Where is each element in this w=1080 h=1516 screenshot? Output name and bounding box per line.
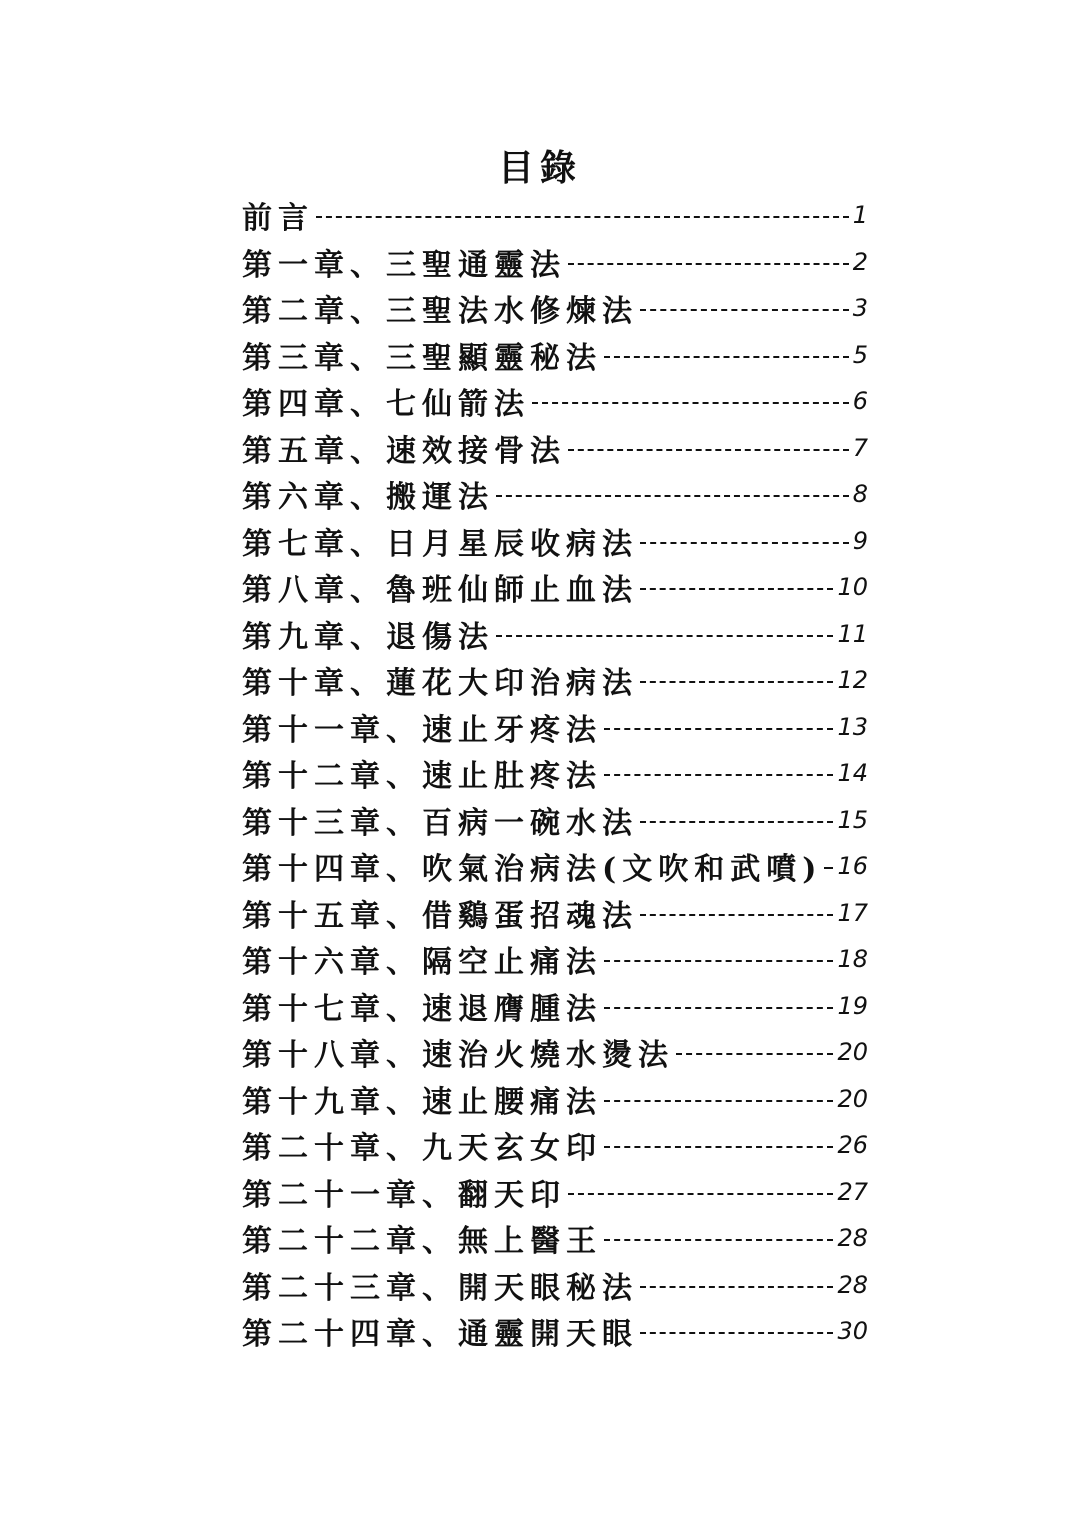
toc-entry	[242, 983, 868, 1030]
toc-entry	[242, 611, 868, 658]
toc-entry-label: 前言	[242, 201, 314, 237]
toc-entry-label: 第三章、三聖顯靈秘法	[242, 340, 602, 376]
toc-page-number: 11	[837, 619, 868, 648]
toc-entry-label: 第二十三章、開天眼秘法	[242, 1270, 638, 1306]
toc-dash-leader	[496, 495, 849, 497]
toc-page-number: 6	[852, 387, 868, 416]
toc-page-number: 28	[837, 1270, 868, 1299]
toc-page-number: 15	[837, 805, 868, 834]
toc-dash-leader	[604, 960, 833, 962]
toc-page-number: 19	[837, 991, 868, 1020]
toc-entry	[242, 1122, 868, 1169]
toc-dash-leader	[604, 1146, 833, 1148]
toc-entry-label: 第十四章、吹氣治病法(文吹和武噴)	[242, 852, 823, 888]
toc-entry	[242, 239, 868, 286]
toc-entry	[242, 890, 868, 937]
toc-page-number: 2	[852, 247, 868, 276]
toc-entry-label: 第六章、搬運法	[242, 480, 494, 516]
toc-entry-label: 第八章、魯班仙師止血法	[242, 573, 638, 609]
toc-dash-leader	[568, 449, 849, 451]
toc-dash-leader	[640, 588, 833, 590]
toc-entry	[242, 797, 868, 844]
toc-entry	[242, 1215, 868, 1262]
toc-entry-label: 第五章、速效接骨法	[242, 433, 566, 469]
toc-entry-label: 第二十章、九天玄女印	[242, 1131, 602, 1167]
toc-entry	[242, 1029, 868, 1076]
toc-dash-leader	[640, 914, 833, 916]
toc-entry	[242, 657, 868, 704]
toc-dash-leader	[568, 263, 849, 265]
toc-entry	[242, 1169, 868, 1216]
toc-dash-leader	[604, 356, 849, 358]
toc-dash-leader	[676, 1053, 833, 1055]
toc-entry	[242, 704, 868, 751]
toc-entry	[242, 1308, 868, 1355]
toc-dash-leader	[640, 542, 849, 544]
toc-list	[242, 192, 868, 1355]
toc-page-number: 10	[837, 573, 868, 602]
toc-title: 目錄	[497, 147, 582, 189]
toc-page-number: 28	[837, 1224, 868, 1253]
toc-entry-label: 第九章、退傷法	[242, 619, 494, 655]
toc-entry-label: 第二十一章、翻天印	[242, 1177, 566, 1213]
toc-page-number: 3	[852, 294, 868, 323]
toc-dash-leader	[316, 216, 849, 218]
toc-entry-label: 第十二章、速止肚疼法	[242, 759, 602, 795]
toc-dash-leader	[532, 402, 849, 404]
toc-entry	[242, 1076, 868, 1123]
toc-page-number: 26	[837, 1131, 868, 1160]
toc-entry	[242, 750, 868, 797]
toc-entry	[242, 518, 868, 565]
toc-dash-leader	[604, 1100, 833, 1102]
toc-dash-leader	[604, 728, 833, 730]
toc-page-number: 9	[852, 526, 868, 555]
toc-dash-leader	[824, 867, 833, 869]
toc-page-number: 7	[852, 433, 868, 462]
toc-entry	[242, 425, 868, 472]
toc-page-number: 12	[837, 666, 868, 695]
toc-entry-label: 第十六章、隔空止痛法	[242, 945, 602, 981]
toc-entry	[242, 1262, 868, 1309]
toc-entry	[242, 936, 868, 983]
toc-entry-label: 第十九章、速止腰痛法	[242, 1084, 602, 1120]
toc-entry	[242, 471, 868, 518]
toc-dash-leader	[640, 821, 833, 823]
toc-page-number: 27	[837, 1177, 868, 1206]
toc-entry-label: 第二章、三聖法水修煉法	[242, 294, 638, 330]
toc-dash-leader	[640, 1332, 833, 1334]
toc-dash-leader	[568, 1193, 833, 1195]
toc-entry	[242, 332, 868, 379]
toc-dash-leader	[604, 1007, 833, 1009]
toc-entry-label: 第二十二章、無上醫王	[242, 1224, 602, 1260]
toc-page-number: 5	[852, 340, 868, 369]
toc-dash-leader	[640, 309, 849, 311]
toc-entry	[242, 285, 868, 332]
toc-page-number: 14	[837, 759, 868, 788]
toc-entry-label: 第一章、三聖通靈法	[242, 247, 566, 283]
toc-page-number: 18	[837, 945, 868, 974]
toc-dash-leader	[640, 1286, 833, 1288]
toc-page-number: 30	[837, 1317, 868, 1346]
toc-entry-label: 第十七章、速退膺腫法	[242, 991, 602, 1027]
toc-entry	[242, 843, 868, 890]
toc-dash-leader	[640, 681, 833, 683]
toc-entry-label: 第十三章、百病一碗水法	[242, 805, 638, 841]
toc-entry-label: 第七章、日月星辰收病法	[242, 526, 638, 562]
toc-page-number: 8	[852, 480, 868, 509]
toc-dash-leader	[496, 635, 833, 637]
toc-entry-label: 第二十四章、通靈開天眼	[242, 1317, 638, 1353]
toc-page-number: 1	[852, 201, 868, 230]
toc-entry	[242, 378, 868, 425]
toc-entry-label: 第十五章、借鷄蛋招魂法	[242, 898, 638, 934]
toc-dash-leader	[604, 774, 833, 776]
toc-page-number: 20	[837, 1084, 868, 1113]
toc-page-number: 17	[837, 898, 868, 927]
toc-entry-label: 第四章、七仙箭法	[242, 387, 530, 423]
toc-page-number: 20	[837, 1038, 868, 1067]
toc-dash-leader	[604, 1239, 833, 1241]
toc-entry-label: 第十八章、速治火燒水燙法	[242, 1038, 674, 1074]
toc-entry	[242, 564, 868, 611]
toc-page-number: 16	[837, 852, 868, 881]
toc-entry-label: 第十一章、速止牙疼法	[242, 712, 602, 748]
toc-page-number: 13	[837, 712, 868, 741]
toc-entry	[242, 192, 868, 239]
toc-entry-label: 第十章、蓮花大印治病法	[242, 666, 638, 702]
